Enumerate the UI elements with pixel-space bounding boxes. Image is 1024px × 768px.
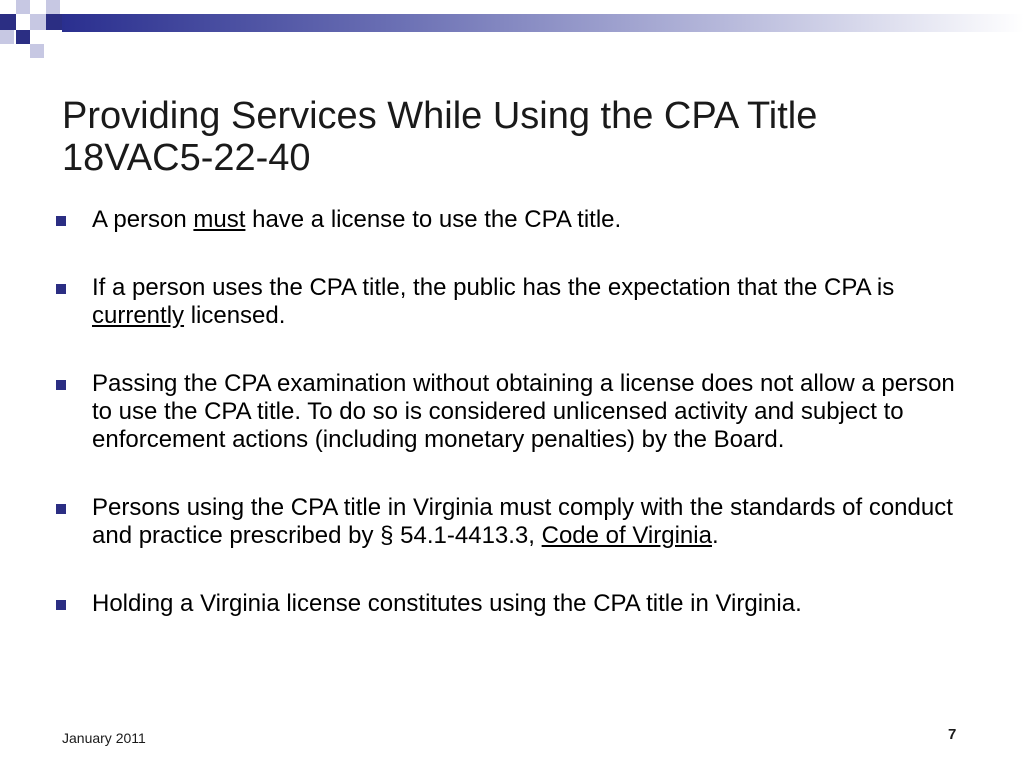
code-of-virginia-reference: Code of Virginia	[541, 522, 712, 549]
bullet-text: .	[711, 522, 719, 549]
slide-title-line1: Providing Services While Using the CPA Title	[62, 95, 818, 138]
decorative-square	[16, 0, 30, 14]
slide-title	[62, 95, 962, 179]
bullet-item	[54, 206, 974, 234]
decorative-square	[0, 30, 14, 44]
square-bullet-icon	[56, 216, 66, 226]
decorative-square	[46, 0, 60, 14]
square-bullet-icon	[56, 284, 66, 294]
header-gradient-bar	[62, 14, 1024, 32]
bullet-item	[54, 274, 974, 330]
square-bullet-icon	[56, 504, 66, 514]
bullet-text: Holding a Virginia license constitutes using the CPA title in Virginia.	[92, 590, 802, 617]
footer-date: January 2011	[62, 730, 146, 746]
bullet-emphasis: currently	[92, 302, 185, 329]
slide-title-line2: 18VAC5-22-40	[62, 137, 311, 180]
bullet-item	[54, 370, 974, 454]
bullet-text: Persons using the CPA title in Virginia must comply with the standards of conduct and practice prescribed by § 54.1-4413.3,	[92, 494, 953, 549]
decorative-square	[16, 30, 30, 44]
page-number: 7	[948, 726, 957, 743]
bullet-text: If a person uses the CPA title, the public has the expectation that the CPA is	[92, 274, 895, 301]
decorative-square	[30, 44, 44, 58]
square-bullet-icon	[56, 380, 66, 390]
bullet-item	[54, 494, 974, 550]
decorative-square	[30, 14, 46, 30]
decorative-square	[0, 14, 16, 30]
bullet-text: licensed.	[184, 302, 286, 329]
bullet-item	[54, 590, 974, 618]
bullet-text: have a license to use the CPA title.	[245, 206, 622, 233]
bullet-text: A person	[92, 206, 194, 233]
square-bullet-icon	[56, 600, 66, 610]
bullet-list	[54, 206, 974, 658]
bullet-emphasis: must	[193, 206, 246, 233]
bullet-text: Passing the CPA examination without obtaining a license does not allow a person to use the CPA title. To do so is considered unlicensed activity and subject to enforcement actions (including monetary penalties) by the Board.	[92, 370, 955, 453]
decorative-square	[46, 14, 62, 30]
